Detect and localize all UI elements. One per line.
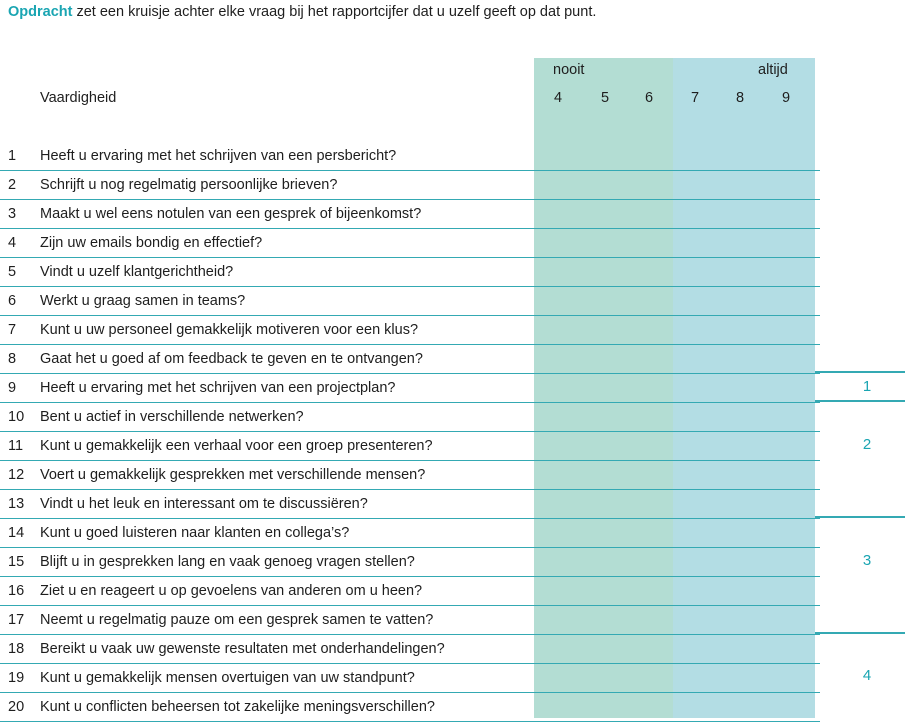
scale-number-7: 7 bbox=[690, 90, 700, 106]
question-number: 19 bbox=[8, 670, 25, 686]
scale-number-5: 5 bbox=[600, 90, 610, 106]
table-row bbox=[0, 432, 820, 461]
table-row bbox=[0, 200, 820, 229]
question-number: 9 bbox=[8, 380, 17, 396]
question-text: Kunt u gemakkelijk mensen overtuigen van uw standpunt? bbox=[40, 670, 415, 686]
table-row bbox=[0, 548, 820, 577]
question-number: 3 bbox=[8, 206, 17, 222]
row-divider bbox=[0, 721, 820, 723]
scale-low-label: nooit bbox=[553, 62, 585, 78]
group-separator bbox=[815, 632, 905, 634]
question-text: Maakt u wel eens notulen van een gesprek of bijeenkomst? bbox=[40, 206, 422, 222]
table-row bbox=[0, 577, 820, 606]
table-row bbox=[0, 461, 820, 490]
question-number: 10 bbox=[8, 409, 25, 425]
question-number: 7 bbox=[8, 322, 17, 338]
question-text: Kunt u goed luisteren naar klanten en collega’s? bbox=[40, 525, 350, 541]
question-text: Kunt u gemakkelijk een verhaal voor een groep presenteren? bbox=[40, 438, 433, 454]
table-row bbox=[0, 403, 820, 432]
question-text: Blijft u in gesprekken lang en vaak genoeg vragen stellen? bbox=[40, 554, 415, 570]
question-text: Schrijft u nog regelmatig persoonlijke brieven? bbox=[40, 177, 338, 193]
question-number: 20 bbox=[8, 699, 25, 715]
skill-column-header: Vaardigheid bbox=[40, 90, 117, 106]
question-text: Kunt u uw personeel gemakkelijk motiveren voor een klus? bbox=[40, 322, 419, 338]
scale-number-9: 9 bbox=[781, 90, 791, 106]
question-text: Kunt u conflicten beheersen tot zakelijke meningsverschillen? bbox=[40, 699, 435, 715]
question-text: Heeft u ervaring met het schrijven van een projectplan? bbox=[40, 380, 396, 396]
table-row bbox=[0, 258, 820, 287]
question-number: 5 bbox=[8, 264, 17, 280]
scale-high-label: altijd bbox=[758, 62, 788, 78]
question-text: Bent u actief in verschillende netwerken? bbox=[40, 409, 304, 425]
question-number: 12 bbox=[8, 467, 25, 483]
question-text: Gaat het u goed af om feedback te geven en te ontvangen? bbox=[40, 351, 423, 367]
table-row bbox=[0, 316, 820, 345]
question-number: 18 bbox=[8, 641, 25, 657]
group-separator bbox=[815, 371, 905, 373]
group-separator bbox=[815, 516, 905, 518]
question-number: 11 bbox=[8, 438, 24, 454]
question-text: Bereikt u vaak uw gewenste resultaten met onderhandelingen? bbox=[40, 641, 445, 657]
group-label-1: 1 bbox=[862, 378, 872, 395]
table-row bbox=[0, 635, 820, 664]
instruction-keyword: Opdracht bbox=[8, 4, 73, 20]
table-row bbox=[0, 287, 820, 316]
table-row bbox=[0, 142, 820, 171]
table-row bbox=[0, 606, 820, 635]
table-row bbox=[0, 171, 820, 200]
table-row bbox=[0, 519, 820, 548]
instruction-body: zet een kruisje achter elke vraag bij het rapportcijfer dat u uzelf geeft op dat punt. bbox=[72, 4, 597, 20]
question-text: Ziet u en reageert u op gevoelens van anderen om u heen? bbox=[40, 583, 423, 599]
question-text: Zijn uw emails bondig en effectief? bbox=[40, 235, 263, 251]
question-number: 16 bbox=[8, 583, 25, 599]
question-text: Voert u gemakkelijk gesprekken met verschillende mensen? bbox=[40, 467, 426, 483]
question-number: 17 bbox=[8, 612, 25, 628]
question-text: Vindt u uzelf klantgerichtheid? bbox=[40, 264, 234, 280]
question-number: 15 bbox=[8, 554, 25, 570]
question-number: 14 bbox=[8, 525, 25, 541]
question-number: 8 bbox=[8, 351, 17, 367]
table-row bbox=[0, 664, 820, 693]
table-row bbox=[0, 490, 820, 519]
group-label-3: 3 bbox=[862, 552, 872, 569]
question-text: Heeft u ervaring met het schrijven van een persbericht? bbox=[40, 148, 397, 164]
group-label-2: 2 bbox=[862, 436, 872, 453]
question-number: 6 bbox=[8, 293, 17, 309]
scale-number-6: 6 bbox=[644, 90, 654, 106]
group-separator bbox=[815, 400, 905, 402]
table-row bbox=[0, 693, 820, 722]
question-text: Neemt u regelmatig pauze om een gesprek samen te vatten? bbox=[40, 612, 434, 628]
question-number: 4 bbox=[8, 235, 17, 251]
question-number: 2 bbox=[8, 177, 17, 193]
question-number: 1 bbox=[8, 148, 17, 164]
group-label-4: 4 bbox=[862, 667, 872, 684]
scale-number-8: 8 bbox=[735, 90, 745, 106]
table-row bbox=[0, 374, 820, 403]
table-row bbox=[0, 229, 820, 258]
question-number: 13 bbox=[8, 496, 25, 512]
table-row bbox=[0, 345, 820, 374]
question-text: Werkt u graag samen in teams? bbox=[40, 293, 246, 309]
question-text: Vindt u het leuk en interessant om te discussiëren? bbox=[40, 496, 368, 512]
scale-number-4: 4 bbox=[553, 90, 563, 106]
